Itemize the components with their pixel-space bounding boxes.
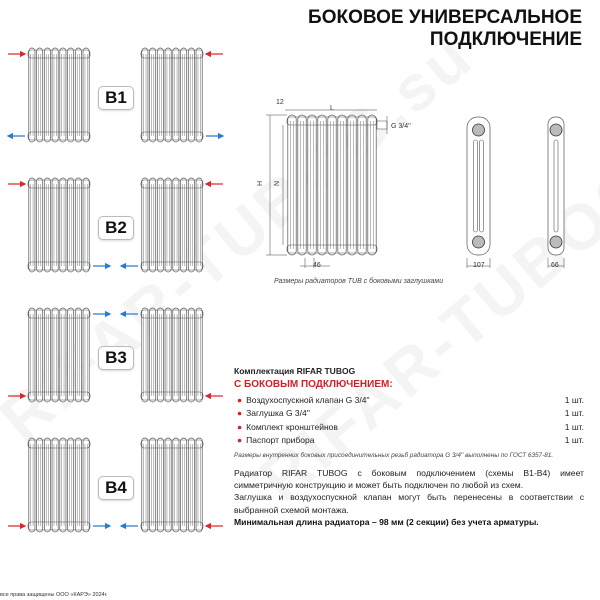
kit-item-qty: 1 шт. — [564, 408, 584, 419]
kit-item — [234, 420, 584, 434]
radiator-section — [348, 115, 356, 255]
radiator-section — [68, 178, 74, 272]
description-p1: Радиатор RIFAR TUBOG с боковым подключением (схемы В1-В4) имеет симметричную конструкцию и может быть подключен по любой из схем. — [234, 468, 584, 491]
radiator-section — [52, 178, 58, 272]
bullet-icon: ● — [237, 435, 243, 446]
kit-item — [234, 434, 584, 448]
kit-heading: Комплектация RIFAR TUBOG — [234, 366, 356, 376]
radiator-section — [83, 438, 89, 532]
connection-port-icon — [473, 236, 485, 248]
radiator-section — [188, 178, 194, 272]
radiator-section — [196, 178, 202, 272]
dim-L: L — [330, 105, 334, 112]
radiator-section — [68, 308, 74, 402]
kit-item-qty: 1 шт. — [564, 394, 584, 405]
technical-drawing — [266, 110, 564, 268]
radiator-section — [44, 178, 50, 272]
connection-port-icon — [550, 124, 562, 136]
radiator-section — [181, 48, 187, 142]
kit-item-name: Воздухоспускной клапан G 3/4'' — [246, 394, 370, 405]
radiator-section — [142, 178, 148, 272]
radiator-section — [44, 48, 50, 142]
kit-item-name: Заглушка G 3/4'' — [246, 408, 310, 419]
radiator-section — [157, 438, 163, 532]
radiator-icon — [28, 308, 90, 402]
radiator-section — [75, 48, 81, 142]
radiator-icon — [141, 48, 203, 142]
description-p2: Заглушка и воздухоспускной клапан могут быть перенесены в соответствии с выбранной схемой монтажа. — [234, 492, 584, 515]
radiator-section — [288, 115, 296, 255]
radiator-section — [298, 115, 306, 255]
radiator-section — [68, 438, 74, 532]
radiator-section — [165, 178, 171, 272]
radiator-section — [60, 308, 66, 402]
radiator-icon — [28, 48, 90, 142]
radiator-section — [188, 438, 194, 532]
radiator-section — [75, 438, 81, 532]
dim-66: 66 — [551, 262, 559, 269]
scheme-label-b4: B4 — [98, 476, 134, 500]
bullet-icon: ● — [237, 421, 243, 432]
radiator-section — [142, 48, 148, 142]
radiator-section — [44, 438, 50, 532]
bullet-icon: ● — [237, 408, 243, 419]
copyright: все права защищены ООО «КАРЭ» 2024г. — [0, 592, 108, 598]
radiator-section — [29, 308, 35, 402]
radiator-section — [196, 438, 202, 532]
radiator-section — [338, 115, 346, 255]
kit-note: Размеры внутренних боковых присоединительных резьб радиатора G 3/4'' выполнены по ГОСТ 6357-81. — [234, 452, 554, 459]
scheme-label-b2: B2 — [98, 216, 134, 240]
kit-item — [234, 393, 584, 407]
radiator-front-view — [287, 115, 377, 255]
radiator-section — [68, 48, 74, 142]
radiator-section — [196, 48, 202, 142]
radiator-section — [157, 48, 163, 142]
radiator-section — [165, 438, 171, 532]
radiator-section — [173, 438, 179, 532]
radiator-section — [358, 115, 366, 255]
radiator-section — [52, 438, 58, 532]
radiator-section — [150, 308, 156, 402]
radiator-section — [165, 48, 171, 142]
radiator-section — [150, 178, 156, 272]
radiator-section — [318, 115, 326, 255]
radiator-section — [60, 178, 66, 272]
radiator-icon — [28, 178, 90, 272]
radiator-section — [188, 48, 194, 142]
bullet-icon: ● — [237, 394, 243, 405]
radiator-icon — [141, 178, 203, 272]
scheme-label-b1: B1 — [98, 86, 134, 110]
connection-port-icon — [550, 236, 562, 248]
title-line-1: БОКОВОЕ УНИВЕРСАЛЬНОЕ — [308, 7, 582, 28]
title-line-2: ПОДКЛЮЧЕНИЕ — [429, 29, 582, 50]
connection-port-icon — [473, 124, 485, 136]
dim-107: 107 — [473, 262, 485, 269]
description-p3: Минимальная длина радиатора – 98 мм (2 секции) без учета арматуры. — [234, 516, 539, 527]
dim-N: N — [274, 180, 281, 186]
radiator-section — [165, 308, 171, 402]
radiator-section — [29, 438, 35, 532]
dim-H: H — [257, 180, 264, 186]
radiator-section — [157, 178, 163, 272]
radiator-section — [181, 438, 187, 532]
radiator-section — [52, 48, 58, 142]
dim-12: 12 — [276, 99, 284, 106]
kit-item-qty: 1 шт. — [564, 435, 584, 446]
radiator-section — [142, 438, 148, 532]
radiator-section — [173, 308, 179, 402]
dim-46: 46 — [313, 262, 321, 269]
radiator-section — [60, 48, 66, 142]
kit-section — [234, 366, 584, 459]
radiator-section — [60, 438, 66, 532]
radiator-section — [173, 48, 179, 142]
radiator-section — [181, 308, 187, 402]
side-view-2-column — [548, 117, 564, 255]
radiator-section — [29, 48, 35, 142]
radiator-section — [142, 308, 148, 402]
radiator-section — [150, 48, 156, 142]
radiator-icon — [28, 438, 90, 532]
description — [234, 467, 584, 528]
dim-thread: G 3/4'' — [391, 123, 411, 130]
radiator-section — [52, 308, 58, 402]
radiator-section — [37, 48, 43, 142]
radiator-section — [157, 308, 163, 402]
kit-item-name: Комплект кронштейнов — [246, 421, 338, 432]
radiator-section — [196, 308, 202, 402]
kit-item-qty: 1 шт. — [564, 421, 584, 432]
radiator-section — [188, 308, 194, 402]
kit-item-name: Паспорт прибора — [246, 435, 315, 446]
radiator-section — [368, 115, 376, 255]
kit-item — [234, 407, 584, 421]
drawing-caption: Размеры радиаторов TUB с боковыми заглушками — [274, 278, 444, 285]
radiator-section — [29, 178, 35, 272]
radiator-section — [75, 178, 81, 272]
radiator-icon — [141, 308, 203, 402]
radiator-section — [83, 308, 89, 402]
radiator-section — [181, 178, 187, 272]
radiator-section — [83, 48, 89, 142]
radiator-section — [308, 115, 316, 255]
radiator-section — [83, 178, 89, 272]
radiator-section — [37, 178, 43, 272]
radiator-section — [173, 178, 179, 272]
radiator-section — [75, 308, 81, 402]
radiator-icon — [141, 438, 203, 532]
radiator-section — [37, 308, 43, 402]
radiator-section — [44, 308, 50, 402]
radiator-section — [37, 438, 43, 532]
kit-subheading: С БОКОВЫМ ПОДКЛЮЧЕНИЕМ: — [234, 379, 393, 390]
radiator-section — [150, 438, 156, 532]
thread-fitting — [377, 121, 387, 129]
side-view-3-column — [467, 117, 490, 255]
radiator-section — [328, 115, 336, 255]
scheme-label-b3: B3 — [98, 346, 134, 370]
